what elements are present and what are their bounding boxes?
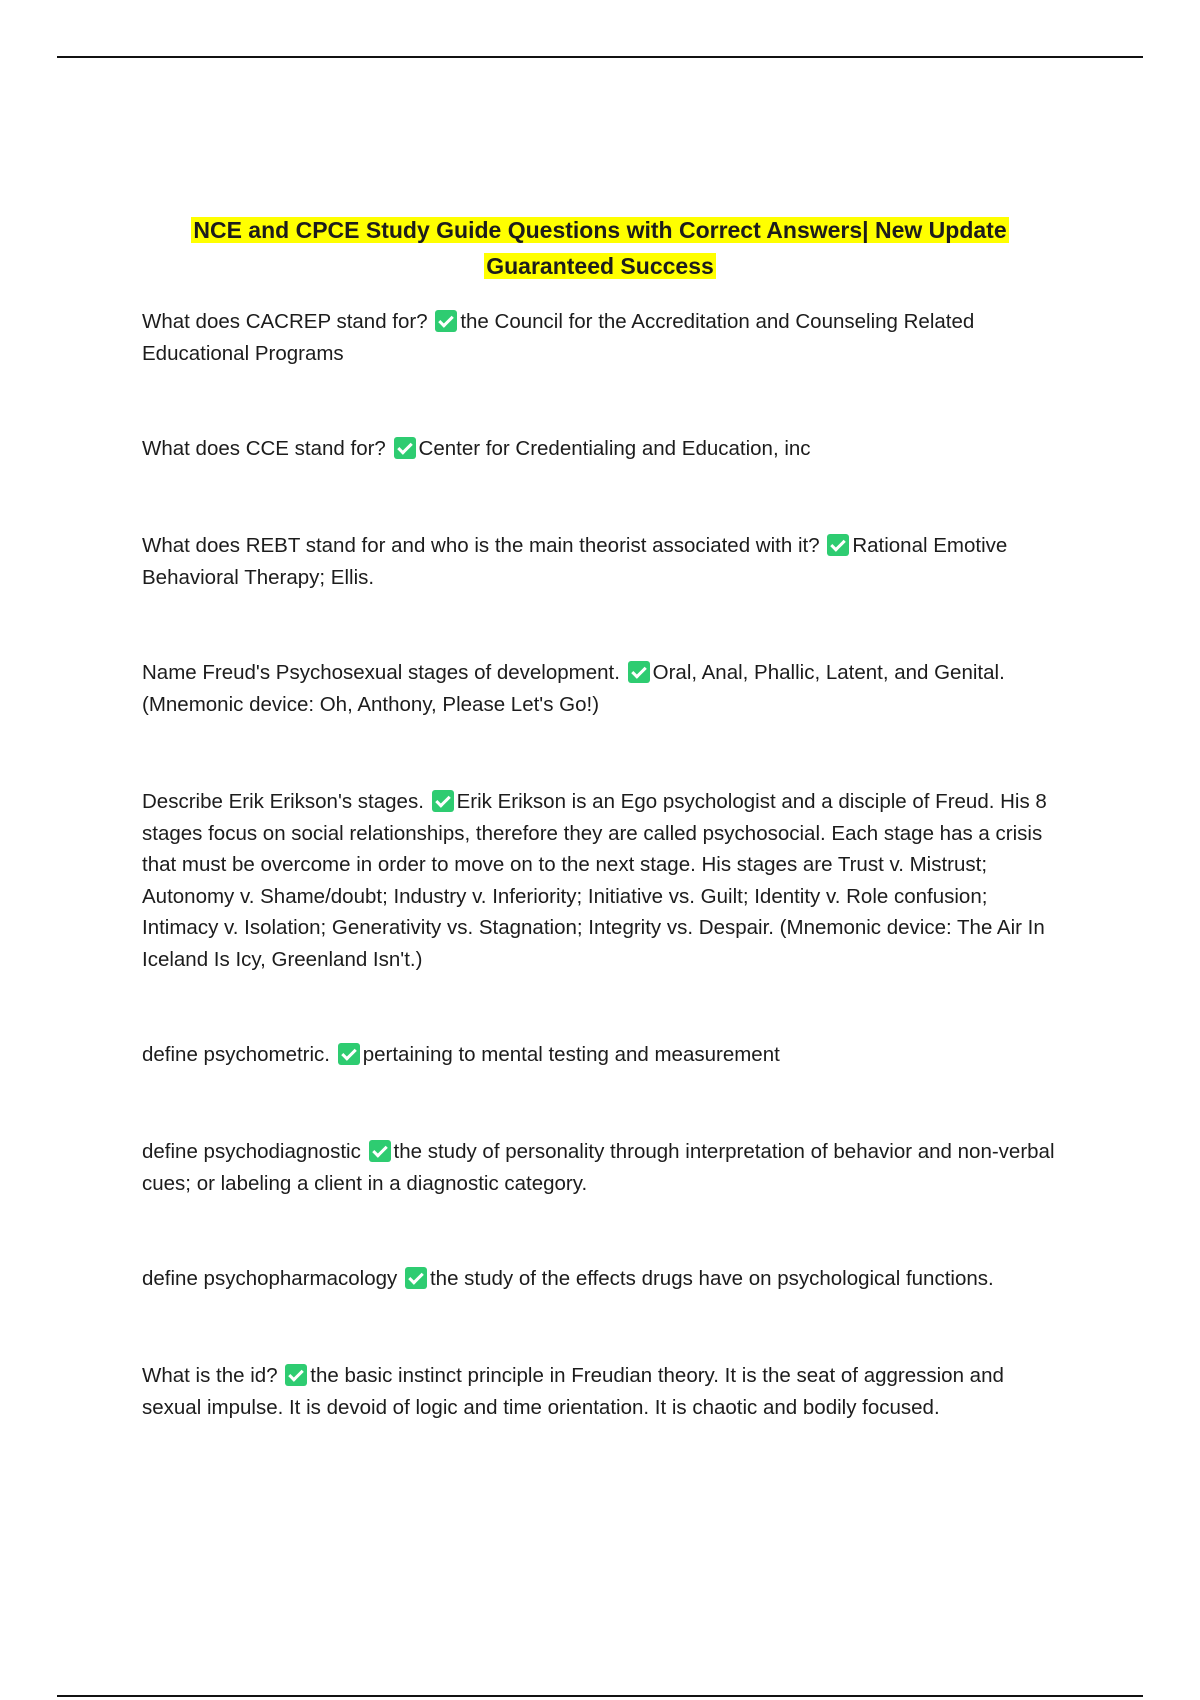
qa-item (142, 786, 1062, 975)
answer: Rational Emotive Behavioral Therapy; Ellis. (142, 534, 1008, 589)
question: What does REBT stand for and who is the main theorist associated with it? (142, 534, 820, 557)
check-mark-icon (827, 534, 849, 556)
question: What is the id? (142, 1364, 278, 1387)
qa-item (142, 1263, 1062, 1295)
qa-item (142, 530, 1062, 593)
answer: the study of personality through interpretation of behavior and non-verbal cues; or labeling a client in a diagnostic category. (142, 1140, 1055, 1195)
qa-item (142, 306, 1062, 369)
qa-item (142, 1360, 1062, 1423)
answer: Oral, Anal, Phallic, Latent, and Genital. (Mnemonic device: Oh, Anthony, Please Let's Go!) (142, 661, 1005, 716)
answer: the basic instinct principle in Freudian theory. It is the seat of aggression and sexual impulse. It is devoid of logic and time orientation. It is chaotic and bodily focused. (142, 1364, 1004, 1419)
check-mark-icon (338, 1043, 360, 1065)
question: What does CACREP stand for? (142, 310, 428, 333)
qa-item (142, 657, 1062, 720)
check-mark-icon (285, 1364, 307, 1386)
question: Describe Erik Erikson's stages. (142, 790, 424, 813)
question: define psychometric. (142, 1043, 331, 1066)
qa-item (142, 1039, 1062, 1071)
title-line-2: Guaranteed Success (486, 253, 714, 279)
answer: pertaining to mental testing and measurement (362, 1043, 780, 1066)
check-mark-icon (628, 661, 650, 683)
answer: Erik Erikson is an Ego psychologist and a disciple of Freud. His 8 stages focus on social relationships, therefore they are called psychosocial. Each stage has a crisis that must be overcome in order to move on to the next stage. His stages are Trust v. Mistrust; Autonomy v. Shame/doubt; Industry v. Inferiority; Initiative vs. Guilt; Identity v. Role confusion; Intimacy v. Isolation; Generativity vs. Stagnation; Integrity vs. Despair. (Mnemonic device: The Air In Iceland Is Icy, Greenland Isn't.) (142, 790, 1047, 971)
check-mark-icon (405, 1267, 427, 1289)
check-mark-icon (394, 437, 416, 459)
qa-item (142, 1136, 1062, 1199)
question: define psychodiagnostic (142, 1140, 361, 1163)
document-title (120, 212, 1080, 284)
answer: Center for Credentialing and Education, inc (418, 437, 811, 460)
answer: the study of the effects drugs have on psychological functions. (429, 1267, 994, 1290)
bottom-rule (57, 1695, 1143, 1697)
question: What does CCE stand for? (142, 437, 386, 460)
question: define psychopharmacology (142, 1267, 398, 1290)
check-mark-icon (435, 310, 457, 332)
title-line-1: NCE and CPCE Study Guide Questions with Correct Answers| New Update (193, 217, 1007, 243)
check-mark-icon (432, 790, 454, 812)
qa-item (142, 433, 1062, 465)
question: Name Freud's Psychosexual stages of development. (142, 661, 620, 684)
top-rule (57, 56, 1143, 58)
answer: the Council for the Accreditation and Counseling Related Educational Programs (142, 310, 975, 365)
check-mark-icon (369, 1140, 391, 1162)
